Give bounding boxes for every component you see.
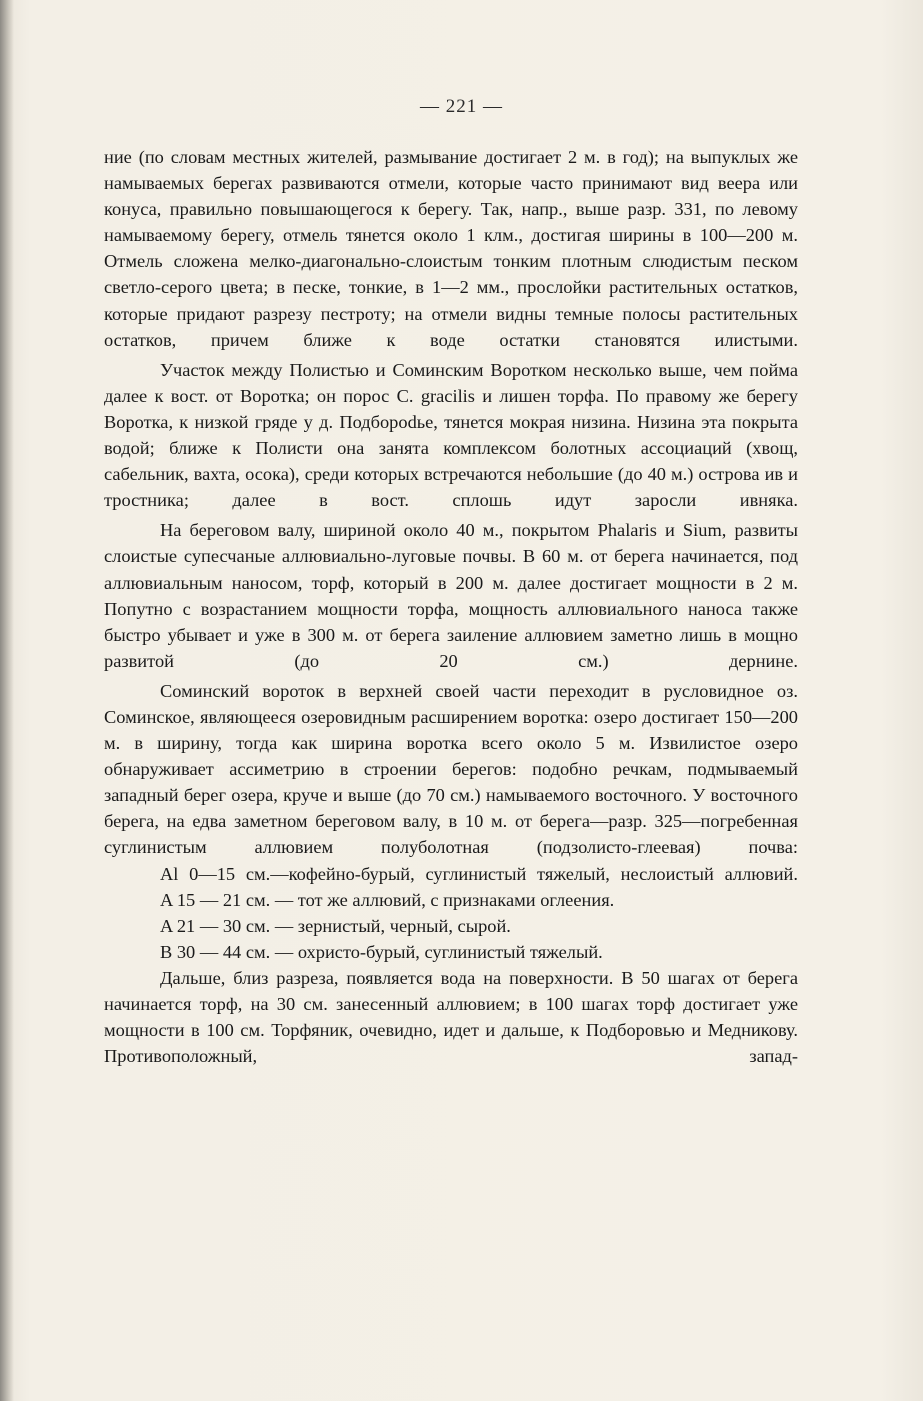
page-number: — 221 — [420,96,503,117]
horizon-a1: A 15 — 21 см. — тот же аллювий, с признаками оглеения. [160,889,615,910]
paragraph-5: Дальше, близ разреза, появляется вода на поверхности. В 50 шагах от берега начинается торф, на 30 см. занесенный аллювием; в 100 шагах торф достигает уже мощности в 100 см. Торфяник, очевидно, идет и дальше, к Подборовью и Медникову. Противоположный, запад- [104,967,798,1067]
page-edge-shadow [0,0,14,1401]
horizon-al: Al 0—15 см.—кофейно-бурый, суглинистый тяжелый, неслоистый аллювий. [160,863,798,884]
paragraph-2: Участок между Полистью и Соминским Воротком несколько выше, чем пойма далее к вост. от Воротка; он порос C. gracilis и лишен торфа. По правому же берегу Воротка, к низкой гряде у д. Подборodье, тянется мокрая низина. Низина эта покрыта водой; ближе к Полисти она занята комплексом болотных ассоциаций (хвощ, сабельник, вахта, осока), среди которых встречаются небольшие (до 40 м.) острова ив и тростника; далее в вост. сплошь идут заросли ивняка. [104,359,798,511]
body-text [104,144,798,1069]
horizon-a2: A 21 — 30 см. — зернистый, черный, сырой. [160,915,511,936]
horizon-b: B 30 — 44 см. — охристо-бурый, суглинистый тяжелый. [160,941,603,962]
paragraph-3: На береговом валу, шириной около 40 м., покрытом Phalaris и Sium, развиты слоистые супесчаные аллювиально-луговые почвы. В 60 м. от берега начинается, под аллювиальным наносом, торф, который в 200 м. далее достигает мощности в 2 м. Попутно с возрастанием мощности торфа, мощность аллювиального наноса также быстро убывает и уже в 300 м. от берега заиление аллювием заметно лишь в мощно развитой (до 20 см.) дернине. [104,520,798,671]
paragraph-4: Соминский вороток в верхней своей части переходит в русловидное оз. Соминское, являющееся озеровидным расширением воротка: озеро достигает 150—200 м. в ширину, тогда как ширина воротка всего около 5 м. Извилистое озеро обнаруживает ассиметрию в строении берегов: подобно речкам, подмываемый западный берег озера, круче и выше (до 70 см.) намываемого восточного. У восточного берега, на едва заметном береговом валу, в 10 м. от берега—разр. 325—погребенная суглинистым аллювием полуболотная (подзолисто-глеевая) почва: [104,680,798,858]
paragraph-1: ние (по словам местных жителей, размывание достигает 2 м. в год); на выпуклых же намываемых берегах развиваются отмели, которые часто принимают вид веера или конуса, правильно повышающегося к берегу. Так, напр., выше разр. 331, по левому намываемому берегу, отмель тянется около 1 клм., достигая ширины в 100—200 м. Отмель сложена мелко-диагонально-слоистым тонким плотным слюдистым песком светло-серого цвета; в песке, тонкие, в 1—2 мм., прослойки растительных остатков, которые придают разрезу пестроту; на отмели видны темные полосы растительных остатков, причем ближе к воде остатки становятся илистыми. [104,147,798,350]
